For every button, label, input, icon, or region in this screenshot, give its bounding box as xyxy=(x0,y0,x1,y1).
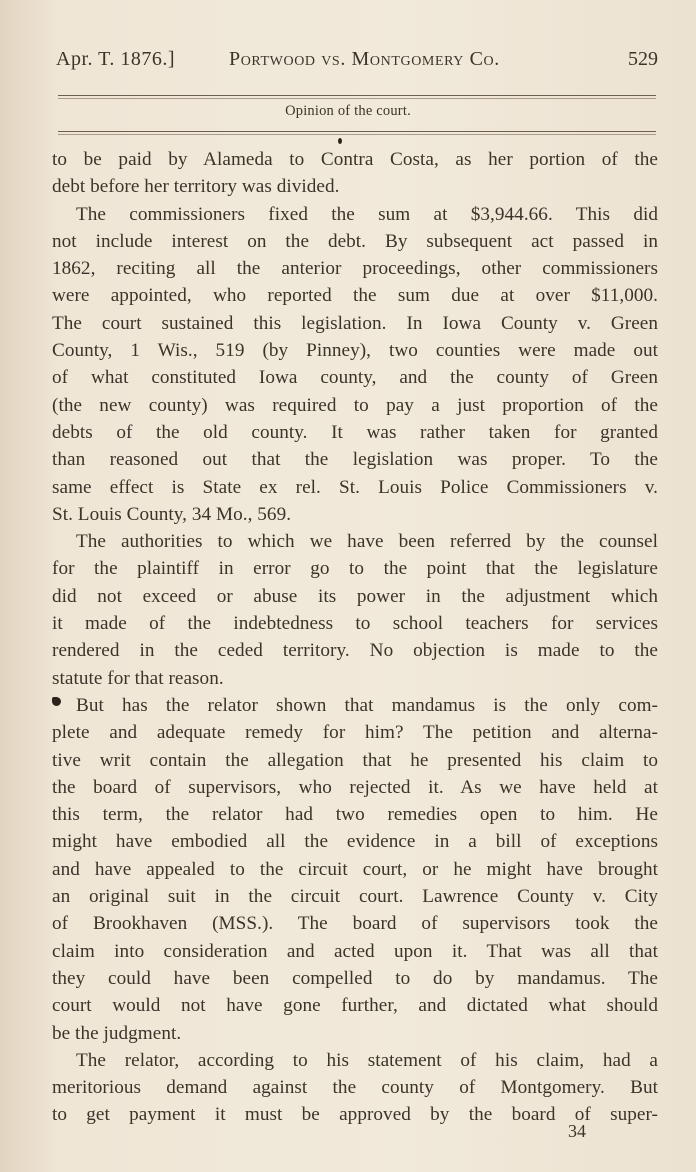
text-line: this term, the relator had two remedies open to him. He xyxy=(52,804,658,826)
header-rule xyxy=(58,95,656,96)
text-line: be the judgment. xyxy=(52,1022,182,1044)
signature-mark: 34 xyxy=(568,1121,586,1141)
opinion-body xyxy=(52,146,658,1129)
section-subheading: Opinion of the court. xyxy=(285,103,411,119)
text-line: were appointed, who reported the sum due at over $11,000. xyxy=(52,285,658,307)
text-line: The court sustained this legislation. In Iowa County v. Green xyxy=(52,312,658,334)
text-line: of Brookhaven (MSS.). The board of supervisors took the xyxy=(52,913,658,935)
text-line: tive writ contain the allegation that he presented his claim to xyxy=(52,749,658,771)
text-line: did not exceed or abuse its power in the adjustment which xyxy=(52,585,658,607)
subheading-rule-thin xyxy=(58,134,656,135)
text-line: to be paid by Alameda to Contra Costa, as her portion of the xyxy=(52,149,658,170)
text-line: not include interest on the debt. By subsequent act passed in xyxy=(52,230,658,252)
text-line: it made of the indebtedness to school teachers for services xyxy=(52,613,658,635)
header-rule-thin xyxy=(58,98,656,99)
text-line: But has the relator shown that mandamus is the only com- xyxy=(76,694,658,716)
text-line: 1862, reciting all the anterior proceedings, other commissioners xyxy=(52,258,658,280)
text-line: and have appealed to the circuit court, or he might have brought xyxy=(52,858,658,880)
ink-speck xyxy=(338,138,342,144)
text-line: statute for that reason. xyxy=(52,667,224,689)
text-line: rendered in the ceded territory. No objection is made to the xyxy=(52,640,658,662)
text-line: meritorious demand against the county of Montgomery. But xyxy=(52,1077,658,1099)
text-line: plete and adequate remedy for him? The petition and alterna- xyxy=(52,722,658,744)
text-line: they could have been compelled to do by mandamus. The xyxy=(52,967,658,989)
text-line: might have embodied all the evidence in a bill of exceptions xyxy=(52,831,658,853)
text-line: The authorities to which we have been referred by the counsel xyxy=(76,531,658,553)
text-line: debts of the old county. It was rather taken for granted xyxy=(52,421,658,443)
text-line: same effect is State ex rel. St. Louis Police Commissioners v. xyxy=(52,476,658,498)
text-line: debt before her territory was divided. xyxy=(52,176,340,198)
page-number: 529 xyxy=(628,48,658,70)
case-title: Portwood vs. Montgomery Co. xyxy=(229,48,500,70)
text-line: County, 1 Wis., 519 (by Pinney), two counties were made out xyxy=(52,340,658,362)
running-header xyxy=(56,48,658,76)
text-line: the board of supervisors, who rejected it. As we have held at xyxy=(52,776,658,798)
text-line: (the new county) was required to pay a just proportion of the xyxy=(52,394,658,416)
text-line: court would not have gone further, and dictated what should xyxy=(52,995,658,1017)
text-line: claim into consideration and acted upon it. That was all that xyxy=(52,940,658,962)
text-line: for the plaintiff in error go to the point that the legislature xyxy=(52,558,658,580)
text-line: of what constituted Iowa county, and the county of Green xyxy=(52,367,658,389)
text-line: The relator, according to his statement of his claim, had a xyxy=(76,1049,658,1071)
subheading-rule xyxy=(58,131,656,132)
text-line: The commissioners fixed the sum at $3,944.66. This did xyxy=(76,203,658,225)
term-label: Apr. T. 1876.] xyxy=(56,48,176,70)
text-line: to get payment it must be approved by the board of super- xyxy=(52,1104,658,1126)
text-line: than reasoned out that the legislation was proper. To the xyxy=(52,449,658,471)
text-line: an original suit in the circuit court. Lawrence County v. City xyxy=(52,886,658,908)
text-line: St. Louis County, 34 Mo., 569. xyxy=(52,503,292,525)
